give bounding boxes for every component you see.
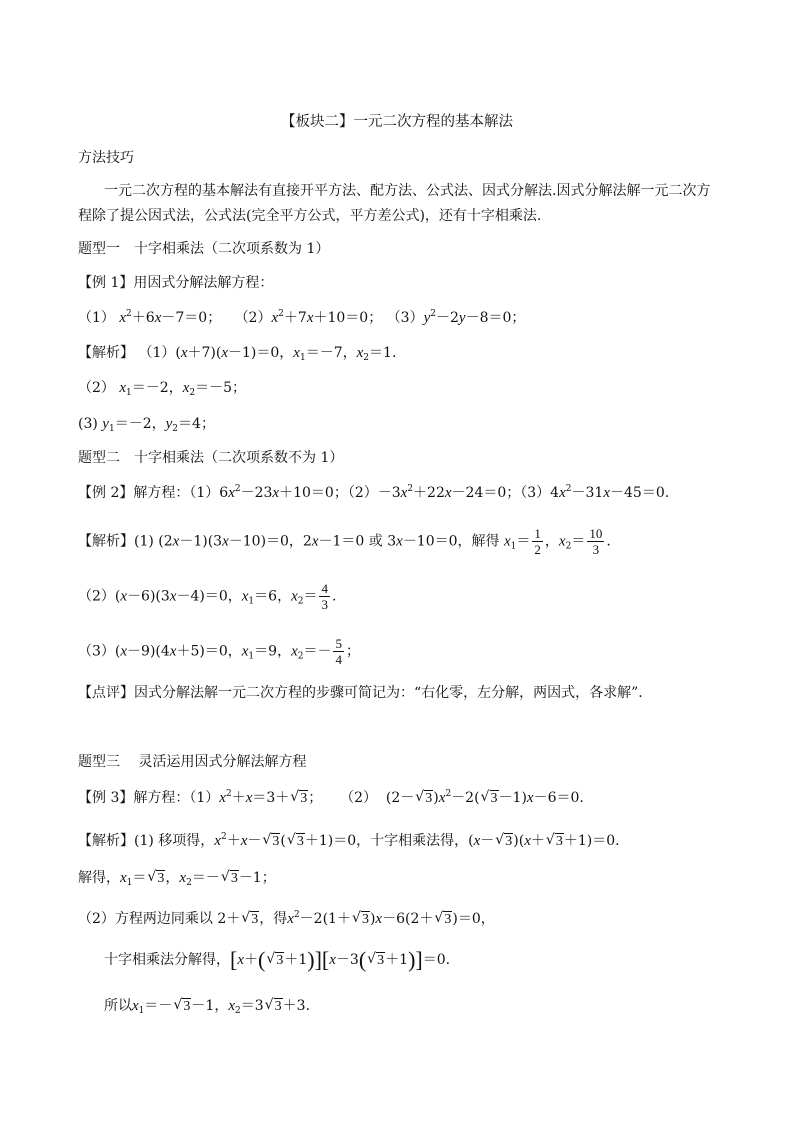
fraction-four-thirds: $\frac{4}{3}$ bbox=[321, 581, 328, 612]
comment-line: 【点评】因式分解法解一元二次方程的步骤可简记为：“右化零，左分解，两因式，各求解”. bbox=[78, 685, 643, 701]
example1-label: 【例 1】 bbox=[78, 275, 134, 291]
example1-solution-3: (3) $y_1=-2$，$y_2=4$； bbox=[78, 416, 215, 434]
example2-solution-3: （3）(x－9)(4x＋5)＝0，$x_1=9$，$x_2=-$ $\frac{5}{4}$ ； bbox=[78, 636, 360, 667]
example2-solution-2: （2）(x－6)(3x－4)＝0，$x_1=6$，$x_2=$ $\frac{4}{3}$ . bbox=[78, 581, 337, 612]
fraction-one-half: $\frac{1}{2}$ bbox=[534, 526, 541, 557]
method-heading: 方法技巧 bbox=[78, 150, 134, 166]
example3-solution-1: 【解析】(1) 移项得，$x^2+x-$ √ 3( √ 3＋1)＝0，十字相乘法得，(x－ √ 3)(x＋ √ 3＋1)＝0. bbox=[78, 832, 620, 849]
method-paragraph-line-2: 程除了提公因式法，公式法(完全平方公式，平方差公式)，还有十字相乘法. bbox=[78, 208, 542, 224]
example1-prompt: 【例 1】用因式分解法解方程： bbox=[78, 275, 274, 291]
type1-heading: 题型一 十字相乘法（二次项系数为 1） bbox=[78, 241, 330, 257]
type2-heading: 题型二 十字相乘法（二次项系数不为 1） bbox=[78, 450, 344, 466]
example1-solution-2: （2） $x_1=-2$，$x_2=-5$； bbox=[78, 380, 247, 398]
sqrt-3: √ 3 bbox=[290, 789, 308, 806]
example3-solution-2-result: 所以$x_1=-$ √ 3－1，$x_2=3$ √ 3＋3. bbox=[104, 997, 311, 1016]
page-title: 【板块二】一元二次方程的基本解法 bbox=[281, 114, 513, 130]
example2-label: 【例 2】 bbox=[78, 485, 134, 501]
example3-solution-2: （2）方程两边同乘以 2＋ √ 3，得$x^2-2(1+$ √ 3)x－6(2＋ √ 3)＝0， bbox=[78, 910, 495, 927]
method-paragraph-line-1: 一元二次方程的基本解法有直接开平方法、配方法、公式法、因式分解法.因式分解法解一元二次方 bbox=[104, 183, 711, 199]
type3-heading: 题型三 灵活运用因式分解法解方程 bbox=[78, 754, 307, 770]
example3-solution-2-factored: 十字相乘法分解得，[x＋( √ 3＋1)][x－3( √ 3＋1)]＝0. bbox=[104, 947, 451, 972]
example2-prompt: 【例 2】解方程：$(1)6x^2-23x+10=0$；$(2)-3x^2+22x-24=0$；$(3)4x^2-31x-45=0$. bbox=[78, 484, 670, 501]
fraction-five-fourths: $\frac{5}{4}$ bbox=[335, 636, 342, 667]
comment-label: 【点评】 bbox=[78, 685, 134, 701]
example1-solution-1: 【解析】 （1）(x＋7)(x－1)＝0，$x_1=-7$，$x_2=1$. bbox=[78, 345, 397, 363]
solution-label: 【解析】 bbox=[78, 345, 134, 361]
example3-solution-1-result: 解得，$x_1=$ √ 3，$x_2=-$ √ 3－1； bbox=[78, 869, 276, 888]
example3-label: 【例 3】 bbox=[78, 790, 134, 806]
fraction-ten-thirds: $\frac{10}{3}$ bbox=[589, 526, 603, 557]
example3-prompt: 【例 3】解方程：$(1)x^2+x=3+$ √ 3； （2） (2－ √ $3)x^2-2$( √ 3－1)x－6＝0. bbox=[78, 788, 584, 809]
example2-solution-1: 【解析】(1) (2x－1)(3x－10)＝0，2x－1＝0 或 3x－10＝0，解得 $x_1=$ $\frac{1}{2}$ ，$x_2=$ $\frac{10}{3}$ . bbox=[78, 526, 611, 557]
example1-equations: （1） $x^2+6x-7=0$； $(2)x^2+7x+10=0$； $(3)y^2-2y-8=0$； bbox=[78, 309, 526, 326]
